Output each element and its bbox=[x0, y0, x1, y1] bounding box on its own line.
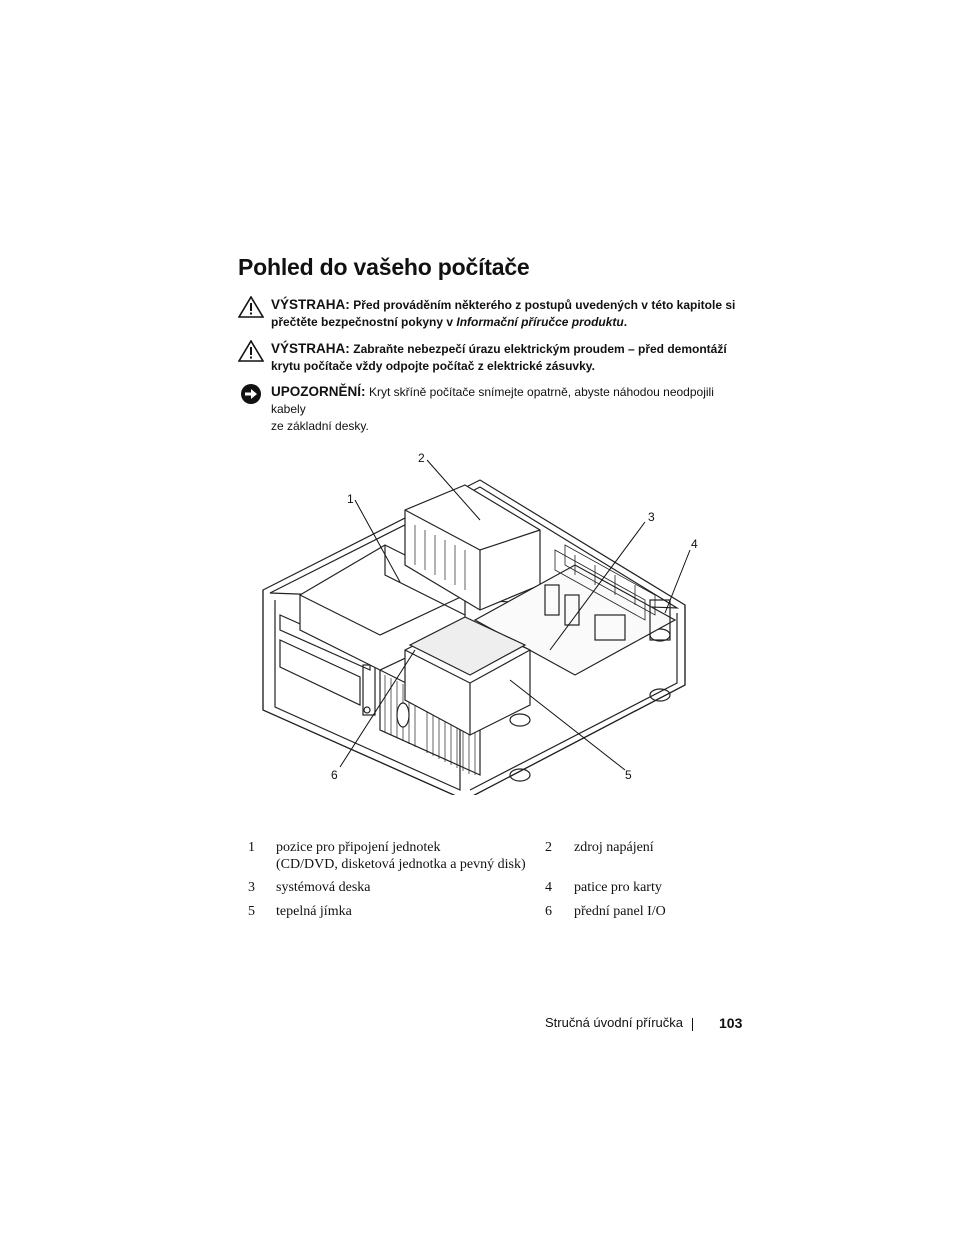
warning-1-book-title: Informační příručce produktu bbox=[456, 315, 624, 329]
legend-text-6: přední panel I/O bbox=[574, 904, 666, 919]
callout-1: 1 bbox=[347, 492, 354, 506]
warning-triangle-icon bbox=[238, 340, 264, 362]
warning-1-text-2a: přečtěte bezpečnostní pokyny v bbox=[271, 315, 457, 329]
legend-num-5: 5 bbox=[248, 904, 255, 919]
callout-2: 2 bbox=[418, 451, 425, 465]
legend-text-4: patice pro karty bbox=[574, 880, 662, 895]
notice-text: Kryt skříně počítače snímejte opatrně, abyste náhodou neodpojili kabely bbox=[271, 385, 714, 416]
legend-text-2: zdroj napájení bbox=[574, 840, 654, 855]
computer-interior-diagram bbox=[255, 445, 705, 795]
warning-1-text: Před prováděním některého z postupů uvedených v této kapitole si bbox=[353, 298, 736, 312]
warning-1-text-2c: . bbox=[623, 315, 628, 329]
callout-6: 6 bbox=[331, 768, 338, 782]
legend-num-4: 4 bbox=[545, 880, 552, 895]
page-title: Pohled do vašeho počítače bbox=[238, 254, 530, 280]
footer-separator bbox=[692, 1018, 693, 1031]
legend-text-5: tepelná jímka bbox=[276, 904, 352, 919]
legend-text-3: systémová deska bbox=[276, 880, 371, 895]
callout-3: 3 bbox=[648, 510, 655, 524]
legend-num-1: 1 bbox=[248, 840, 255, 855]
legend-text-1: pozice pro připojení jednotek bbox=[276, 840, 441, 855]
notice-text-2: ze základní desky. bbox=[271, 419, 369, 433]
legend-num-6: 6 bbox=[545, 904, 552, 919]
page-number: 103 bbox=[719, 1015, 743, 1031]
warning-2-text-2: krytu počítače vždy odpojte počítač z elektrické zásuvky. bbox=[271, 359, 595, 373]
callout-5: 5 bbox=[625, 768, 632, 782]
legend-num-3: 3 bbox=[248, 880, 255, 895]
callout-4: 4 bbox=[691, 537, 698, 551]
notice-label: UPOZORNĚNÍ: bbox=[271, 384, 366, 399]
notice-arrow-icon bbox=[238, 383, 264, 405]
warning-2-label: VÝSTRAHA: bbox=[271, 341, 350, 356]
warning-1-label: VÝSTRAHA: bbox=[271, 297, 350, 312]
warning-triangle-icon bbox=[238, 296, 264, 318]
legend-num-2: 2 bbox=[545, 840, 552, 855]
legend-text-1b: (CD/DVD, disketová jednotka a pevný disk) bbox=[276, 857, 526, 872]
footer-title: Stručná úvodní příručka bbox=[545, 1015, 684, 1030]
warning-2-text: Zabraňte nebezpečí úrazu elektrickým proudem – před demontáží bbox=[353, 342, 727, 356]
